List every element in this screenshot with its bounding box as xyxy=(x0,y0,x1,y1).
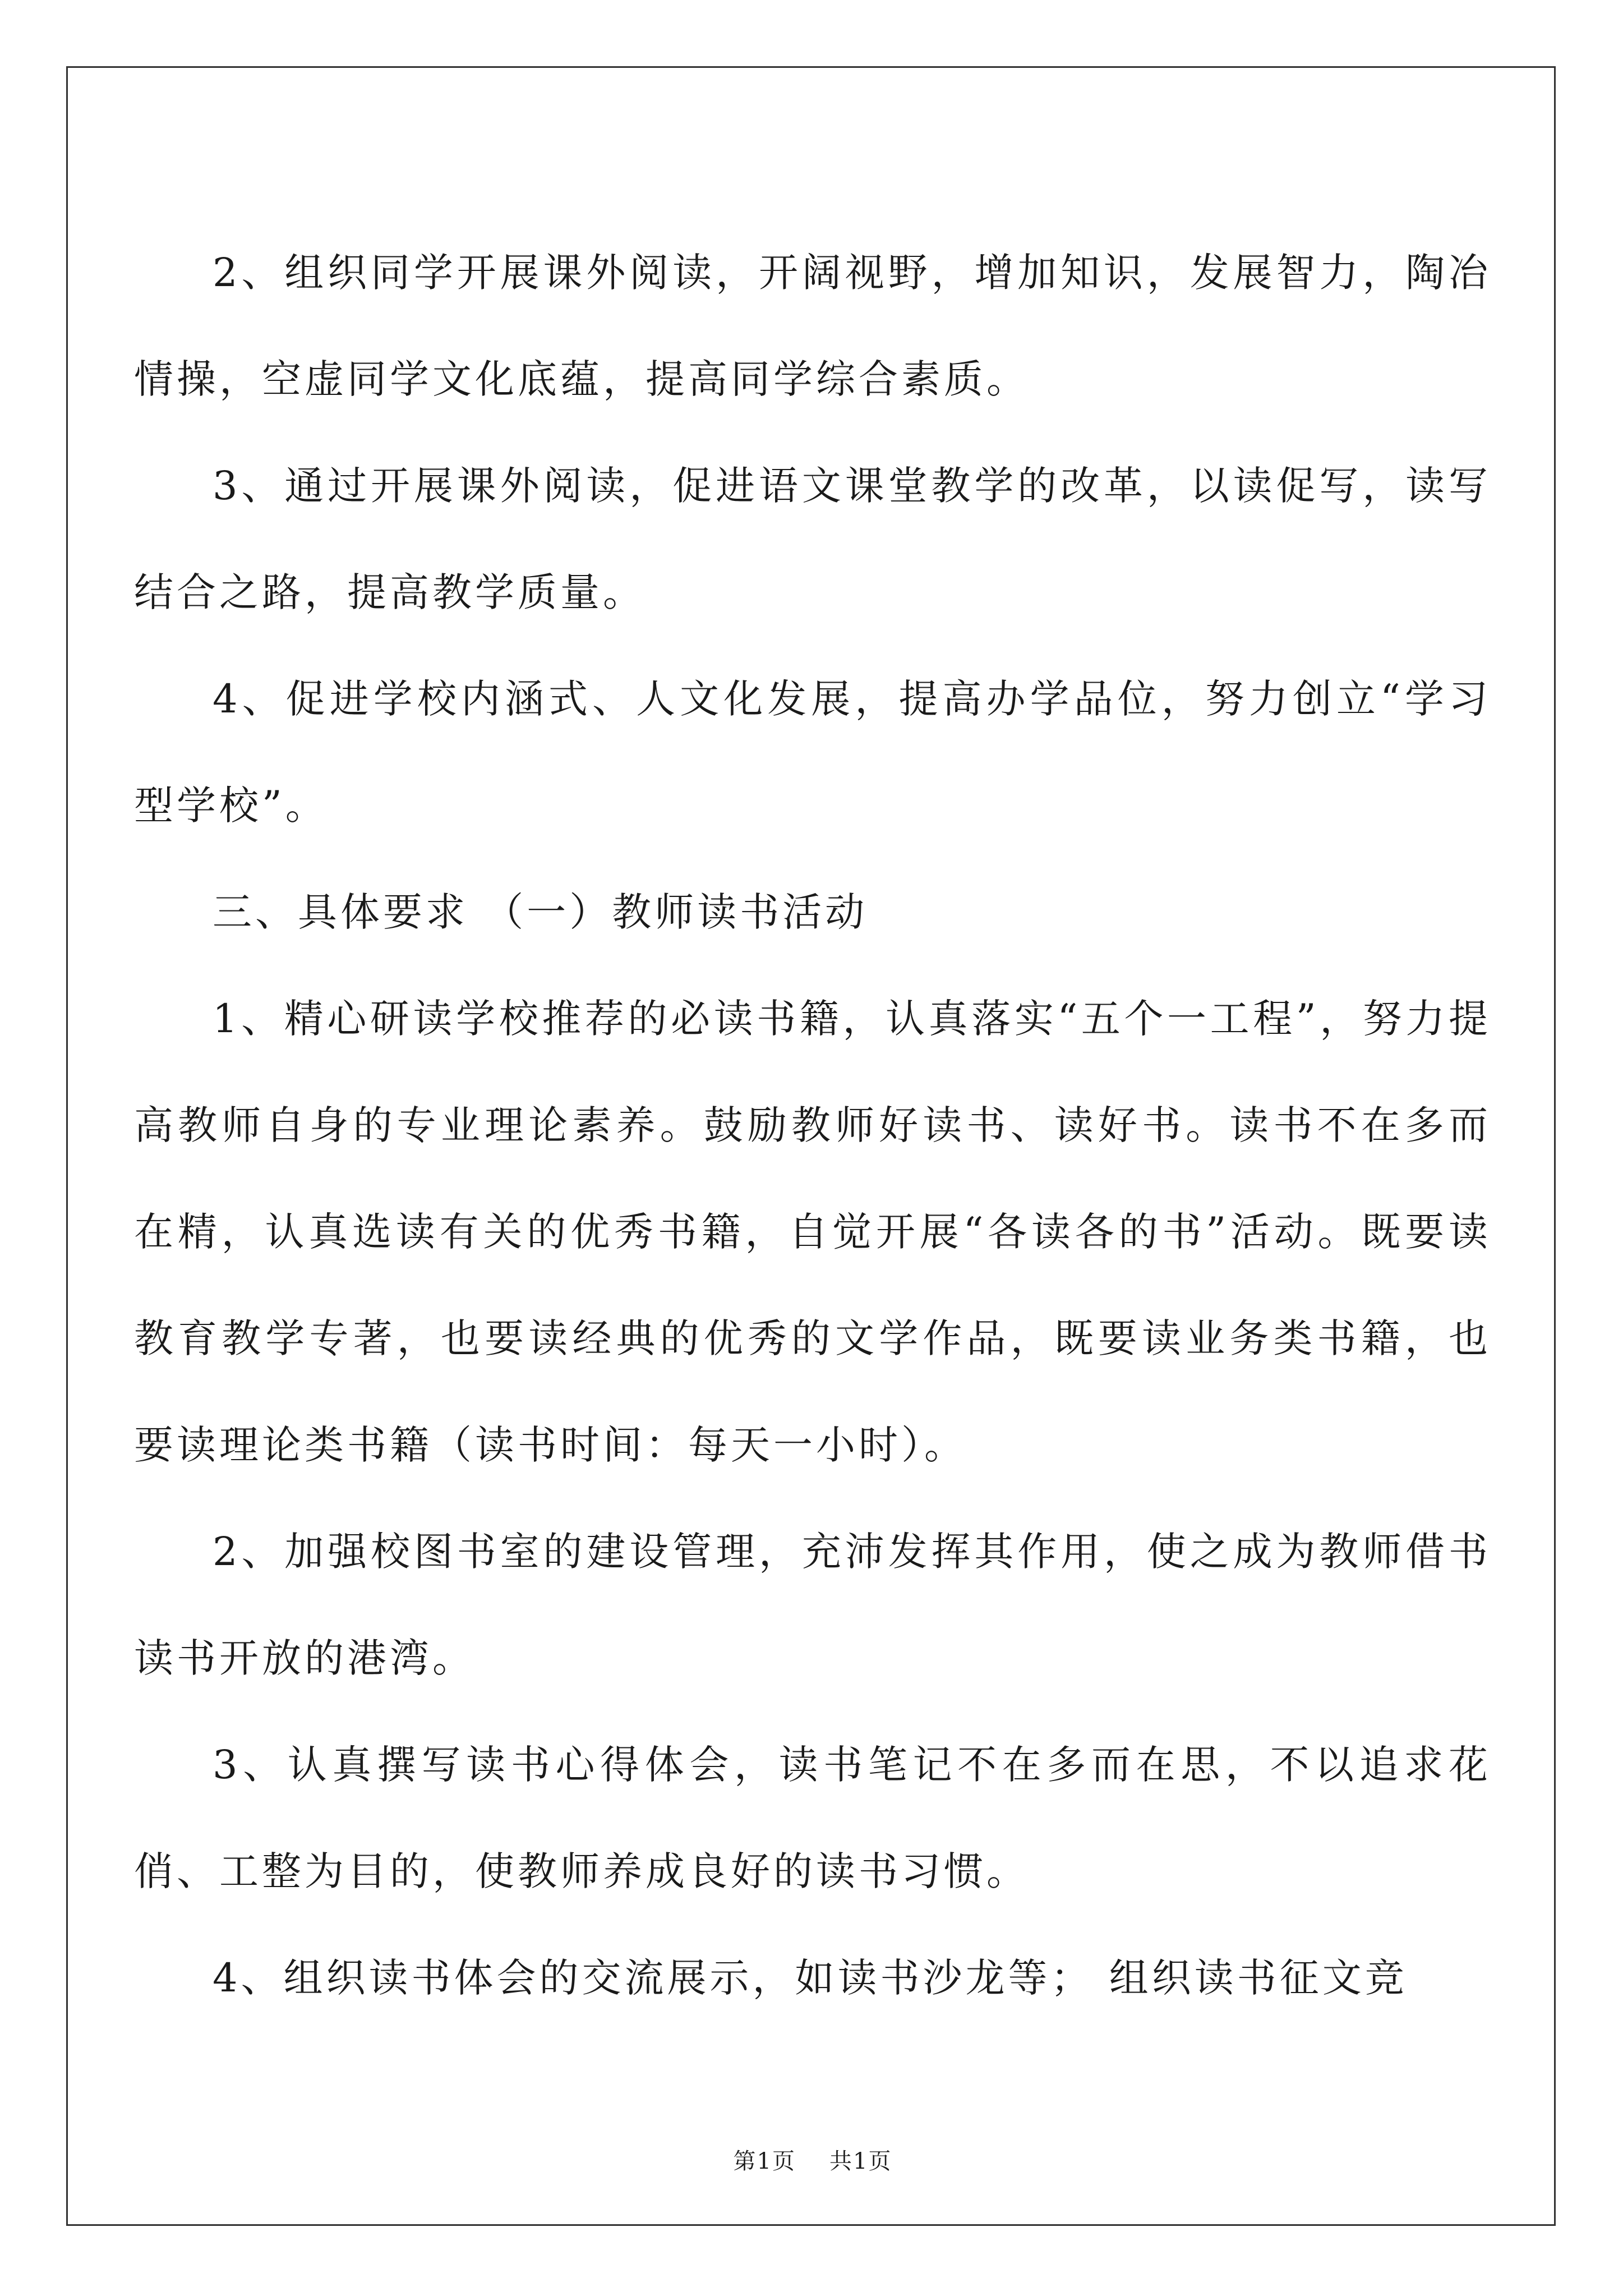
page-total: 共1页 xyxy=(829,2148,892,2174)
paragraph: 2、加强校图书室的建设管理，充沛发挥其作用，使之成为教师借书读书开放的港湾。 xyxy=(134,1529,1491,1681)
paragraph: 4、促进学校内涵式、人文化发展，提高办学品位，努力创立“学习型学校”。 xyxy=(134,676,1491,829)
paragraph: 1、精心研读学校推荐的必读书籍，认真落实“五个一工程”，努力提高教师自身的专业理论素养。鼓励教师好读书、读好书。读书不在多而在精，认真选读有关的优秀书籍，自觉开展“各读各的书”活动。既要读教育教学专著，也要读经典的优秀的文学作品，既要读业务类书籍，也要读理论类书籍（读书时间：每天一小时）。 xyxy=(134,996,1491,1468)
section-heading: 三、具体要求 （一）教师读书活动 xyxy=(213,889,868,935)
paragraph: 3、认真撰写读书心得体会，读书笔记不在多而在思，不以追求花俏、工整为目的，使教师养成良好的读书习惯。 xyxy=(134,1742,1491,1894)
page-number: 第1页 xyxy=(733,2148,796,2174)
paragraph: 2、组织同学开展课外阅读，开阔视野，增加知识，发展智力，陶冶情操，空虚同学文化底蕴，提高同学综合素质。 xyxy=(134,250,1491,402)
paragraph: 3、通过开展课外阅读，促进语文课堂教学的改革，以读促写，读写结合之路，提高教学质量。 xyxy=(134,463,1491,615)
paragraph: 4、组织读书体会的交流展示，如读书沙龙等； 组织读书征文竞 xyxy=(213,1955,1408,2001)
page-frame xyxy=(66,66,1556,2226)
page-footer xyxy=(68,2143,1557,2175)
